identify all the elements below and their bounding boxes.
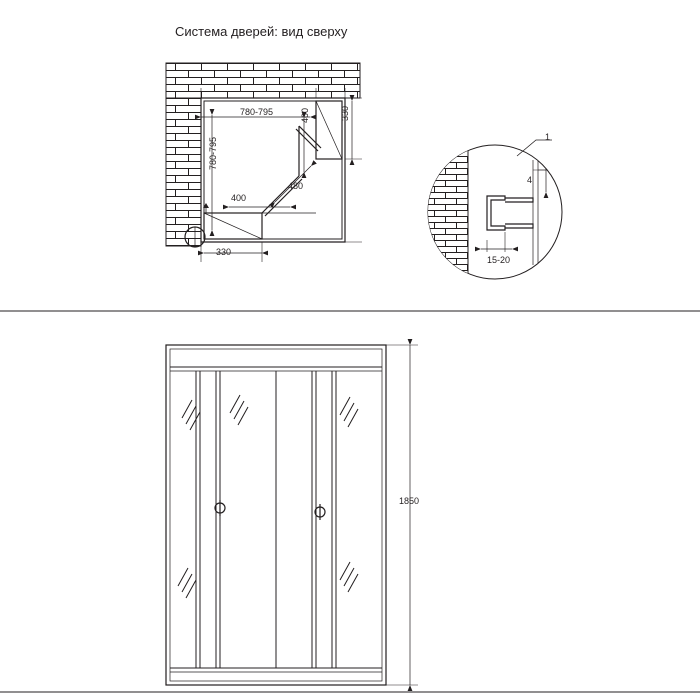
front-view-group — [166, 345, 418, 685]
dimension-fixed-panel-right: 330 — [340, 105, 350, 121]
callout-number: 1 — [545, 132, 551, 142]
dimension-glass-thickness: 4 — [527, 175, 533, 185]
fixed-panel-right — [316, 101, 342, 159]
dimension-lines — [201, 101, 352, 253]
wall-hatch — [166, 63, 360, 246]
section-divider — [0, 311, 700, 692]
page-title: Система дверей: вид сверху — [175, 24, 348, 39]
enclosure-inner-lines — [204, 101, 342, 239]
sliding-doors — [262, 126, 321, 216]
fixed-panel-bottom — [204, 213, 262, 239]
dimension-height: 1850 — [399, 496, 420, 506]
callout-leader — [517, 140, 552, 156]
dimension-extension-lines — [201, 88, 362, 262]
dimension-lines-front — [386, 345, 418, 685]
glass-reflection-hatch — [178, 395, 358, 598]
door-handle — [215, 500, 325, 520]
dimension-diagonal-front: 480 — [288, 181, 304, 191]
enclosure-outline — [201, 98, 345, 242]
dimension-outer-depth: 780-795 — [208, 136, 218, 170]
top-view-group — [166, 63, 362, 262]
dimension-wall-gap: 15-20 — [487, 255, 511, 265]
dimension-outer-width: 780-795 — [240, 107, 274, 117]
dimension-fixed-panel-bottom: 330 — [216, 247, 232, 257]
dimension-door-panel-a: 400 — [300, 107, 310, 123]
dimension-door-panel-b: 400 — [231, 193, 247, 203]
